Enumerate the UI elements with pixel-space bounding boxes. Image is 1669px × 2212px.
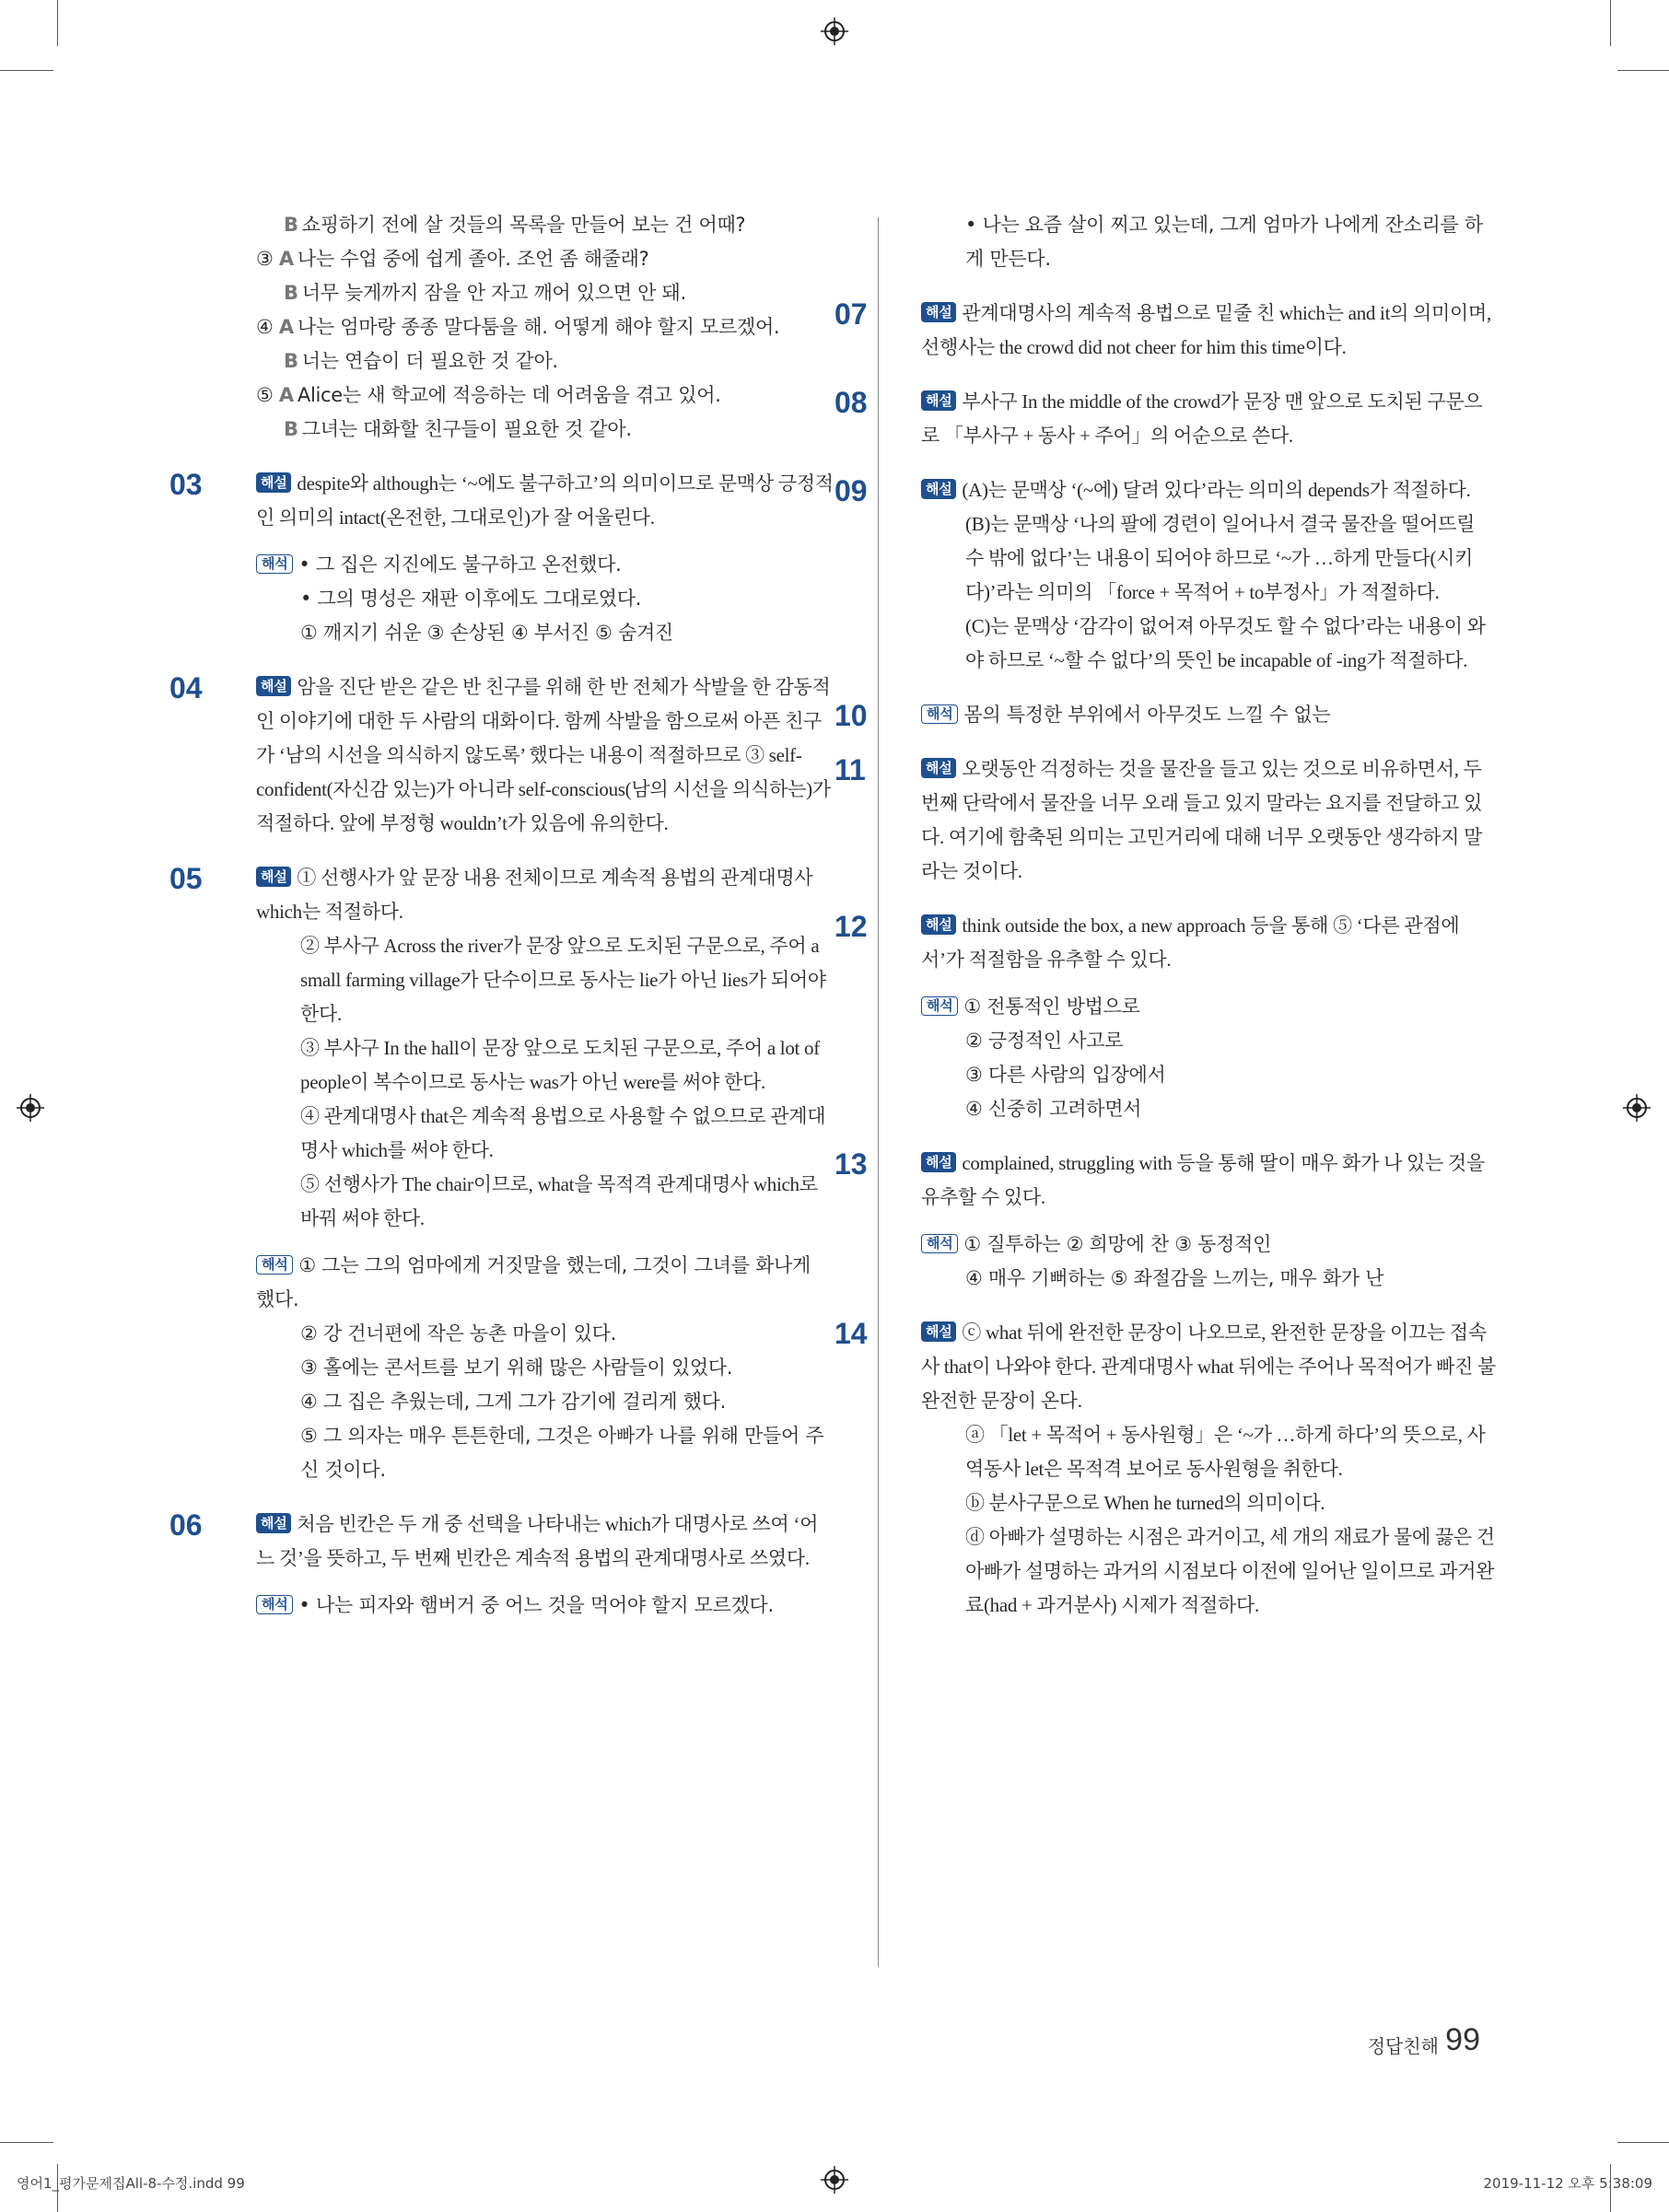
explanation [921, 752, 1497, 889]
crop-mark [1617, 70, 1669, 71]
explanation-text: complained, struggling with 등을 통해 딸이 매우 화가 나 있는 것을 유추할 수 있다. [921, 1152, 1485, 1208]
explanation-badge: 해설 [256, 676, 291, 696]
question-12 [834, 909, 1497, 1126]
dialogue-line [256, 344, 834, 378]
explanation-text: 암을 진단 받은 같은 반 친구를 위해 한 반 전체가 삭발을 한 감동적인 이야기에 대한 두 사람의 대화이다. 함께 삭발을 함으로써 아픈 친구가 ‘남의 시선을 의식하지 않도록’ 했다는 내용이 적절하므로 ③ self-confident(자신감 있는)가 아니라 self-conscious(남의 시선을 의식하는)가 적절하다. 앞에 부정형 wouldn’t가 있음에 유의한다. [256, 676, 831, 834]
explanation-badge: 해설 [256, 867, 291, 887]
dialogue-text: 나는 엄마랑 종종 말다툼을 해. 어떻게 해야 할지 모르겠어. [297, 316, 780, 338]
dialogue-text: 나는 수업 중에 쉽게 졸아. 조언 좀 해줄래? [297, 248, 649, 270]
dialogue-line [256, 276, 834, 310]
registration-mark-icon [1623, 1094, 1651, 1122]
crop-mark [0, 2142, 53, 2143]
translation-badge: 해석 [921, 704, 958, 724]
explanation-paragraph: (C)는 문맥상 ‘감각이 없어져 아무것도 할 수 없다’라는 내용이 와야 하므로 ‘~할 수 없다’의 뜻인 be incapable of -ing가 적절하다. [965, 615, 1486, 671]
explanation-text: (A)는 문맥상 ‘(~에) 달려 있다’라는 의미의 depends가 적절하다. [962, 479, 1471, 501]
translation-badge: 해석 [921, 1234, 958, 1253]
translation-text: • 나는 피자와 햄버거 중 어느 것을 먹어야 할지 모르겠다. [298, 1594, 774, 1616]
question-13 [834, 1147, 1497, 1296]
translation-line: ④ 신중히 고려하면서 [965, 1098, 1142, 1120]
translation-text: ① 질투하는 ② 희망에 찬 ③ 동정적인 [963, 1233, 1272, 1255]
explanation-item: ④ 관계대명사 that은 계속적 용법으로 사용할 수 없으므로 관계대명사 which를 써야 한다. [300, 1105, 826, 1161]
footer-label: 정답친해 [1367, 2035, 1439, 2057]
choice-number: ⑤ [256, 384, 274, 406]
translation-line: • 그의 명성은 재판 이후에도 그대로였다. [300, 588, 642, 610]
translation-text: ① 전통적인 방법으로 [963, 995, 1140, 1018]
explanation [921, 297, 1497, 365]
translation [256, 1589, 834, 1623]
question-number: 14 [834, 1317, 868, 1350]
crop-mark [1617, 2142, 1669, 2143]
right-column [834, 208, 1497, 1643]
explanation [921, 1316, 1497, 1418]
explanation-text: 부사구 In the middle of the crowd가 문장 맨 앞으로 도치된 구문으로 「부사구 + 동사 + 주어」의 어순으로 쓴다. [921, 390, 1483, 447]
explanation-text: ① 선행사가 앞 문장 내용 전체이므로 계속적 용법의 관계대명사 which는 적절하다. [256, 867, 813, 923]
dialogue-line [256, 378, 834, 413]
speaker-label: A [278, 248, 294, 270]
registration-mark-icon [821, 2166, 848, 2194]
translation-line: ④ 매우 기뻐하는 ⑤ 좌절감을 느끼는, 매우 화가 난 [965, 1267, 1384, 1289]
translation-badge: 해석 [256, 554, 293, 574]
speaker-label: B [284, 418, 298, 440]
choice-translations: ① 깨지기 쉬운 ③ 손상된 ④ 부서진 ⑤ 숨겨진 [300, 622, 673, 644]
explanation-item: ⑤ 선행사가 The chair이므로, what을 목적격 관계대명사 which로 바꿔 써야 한다. [300, 1173, 818, 1229]
explanation-text: 처음 빈칸은 두 개 중 선택을 나타내는 which가 대명사로 쓰여 ‘어느 것’을 뜻하고, 두 번째 빈칸은 계속적 용법의 관계대명사로 쓰였다. [256, 1513, 819, 1569]
explanation-badge: 해설 [256, 472, 291, 493]
question-09 [834, 473, 1497, 678]
q02-continuation [256, 208, 834, 447]
speaker-label: A [278, 384, 294, 406]
left-column [169, 208, 834, 1643]
explanation [256, 467, 834, 535]
choice-number: ④ [256, 316, 274, 338]
registration-mark-icon [821, 17, 848, 45]
question-10 [834, 698, 1497, 732]
dialogue-text: 그녀는 대화할 친구들이 필요한 것 같아. [301, 418, 632, 440]
question-number: 07 [834, 297, 868, 331]
question-11 [834, 752, 1497, 889]
translation-badge: 해석 [921, 996, 958, 1016]
crop-mark [1610, 0, 1611, 46]
explanation-badge: 해설 [921, 1152, 956, 1172]
speaker-label: B [284, 350, 298, 372]
translation-text: ① 그는 그의 엄마에게 거짓말을 했는데, 그것이 그녀를 화나게 했다. [256, 1254, 811, 1310]
question-04 [169, 670, 834, 841]
page-number: 99 [1445, 2022, 1480, 2057]
translation-badge: 해석 [256, 1595, 293, 1614]
explanation-text: 관계대명사의 계속적 용법으로 밑줄 친 which는 and it의 의미이며, 선행사는 the crowd did not cheer for him this time이다. [921, 302, 1491, 358]
explanation-badge: 해설 [256, 1513, 291, 1533]
explanation [921, 385, 1497, 453]
print-slug-timestamp: 2019-11-12 오후 5:38:09 [1483, 2175, 1652, 2192]
question-number: 11 [834, 753, 866, 786]
translation [921, 1228, 1497, 1262]
question-06 [169, 1508, 834, 1623]
question-number: 10 [834, 699, 868, 732]
explanation-badge: 해설 [921, 302, 956, 322]
explanation [921, 473, 1497, 507]
explanation [921, 1147, 1497, 1215]
translation-text: • 그 집은 지진에도 불구하고 온전했다. [298, 553, 622, 576]
translation-line: ② 강 건너편에 작은 농촌 마을이 있다. [300, 1322, 616, 1345]
explanation-item: ⓓ 아빠가 설명하는 시점은 과거이고, 세 개의 재료가 물에 끓은 건 아빠가 설명하는 과거의 시점보다 이전에 일어난 일이므로 과거완료(had + 과거분사) 시제가 적절하다. [965, 1526, 1495, 1616]
explanation-text: ⓒ what 뒤에 완전한 문장이 나오므로, 완전한 문장을 이끄는 접속사 that이 나와야 한다. 관계대명사 what 뒤에는 주어나 목적어가 빠진 불완전한 문장이 온다. [921, 1321, 1497, 1412]
translation-line: ③ 다른 사람의 입장에서 [965, 1064, 1166, 1086]
explanation-badge: 해설 [921, 758, 956, 778]
explanation-item: ③ 부사구 In the hall이 문장 앞으로 도치된 구문으로, 주어 a lot of people이 복수이므로 동사는 was가 아닌 were를 써야 한다. [300, 1037, 820, 1093]
question-14 [834, 1316, 1497, 1623]
question-number: 06 [169, 1508, 203, 1542]
print-slug-filename: 영어1_평가문제집All-8-수정.indd 99 [17, 2175, 245, 2192]
translation-line: • 나는 요즘 살이 찌고 있는데, 그게 엄마가 나에게 잔소리를 하게 만든다. [965, 214, 1483, 270]
translation [256, 548, 834, 582]
explanation-item: ② 부사구 Across the river가 문장 앞으로 도치된 구문으로, 주어 a small farming village가 단수이므로 동사는 lie가 아닌 lies가 되어야 한다. [300, 935, 826, 1025]
question-number: 03 [169, 468, 203, 501]
translation-text: 몸의 특정한 부위에서 아무것도 느낄 수 없는 [963, 704, 1331, 726]
speaker-label: A [278, 316, 294, 338]
dialogue-text: 너는 연습이 더 필요한 것 같아. [301, 350, 558, 372]
question-number: 08 [834, 386, 868, 419]
translation [256, 1249, 834, 1317]
question-number: 04 [169, 671, 203, 704]
explanation-badge: 해설 [921, 1321, 956, 1342]
explanation-badge: 해설 [921, 390, 956, 411]
dialogue-text: 너무 늦게까지 잠을 안 자고 깨어 있으면 안 돼. [301, 282, 686, 304]
translation-line: ④ 그 집은 추웠는데, 그게 그가 감기에 걸리게 했다. [300, 1391, 727, 1413]
translation-line: ③ 홀에는 콘서트를 보기 위해 많은 사람들이 있었다. [300, 1356, 733, 1379]
explanation [921, 909, 1497, 977]
dialogue-text: 쇼핑하기 전에 살 것들의 목록을 만들어 보는 건 어때? [301, 214, 746, 236]
dialogue-line [256, 242, 834, 276]
explanation-text: despite와 although는 ‘~에도 불구하고’의 의미이므로 문맥상 긍정적인 의미의 intact(온전한, 그대로인)가 잘 어울린다. [256, 472, 834, 529]
question-07 [834, 297, 1497, 365]
explanation-paragraph: (B)는 문맥상 ‘나의 팔에 경련이 일어나서 결국 물잔을 떨어뜨릴 수 밖에 없다’는 내용이 되어야 하므로 ‘~가 …하게 만들다(시키다)’라는 의미의 「force + 목적어 + to부정사」가 적절하다. [965, 513, 1476, 603]
dialogue-line [256, 310, 834, 344]
explanation-item: ⓑ 분사구문으로 When he turned의 의미이다. [965, 1492, 1325, 1514]
explanation-item: ⓐ 「let + 목적어 + 동사원형」은 ‘~가 …하게 하다’의 뜻으로, 사역동사 let은 목적격 보어로 동사원형을 취한다. [965, 1424, 1486, 1480]
question-number: 05 [169, 862, 203, 895]
explanation [256, 1508, 834, 1576]
translation-line: ② 긍정적인 사고로 [965, 1030, 1124, 1052]
explanation-item [256, 861, 834, 929]
translation [921, 990, 1497, 1024]
explanation-text: 오랫동안 걱정하는 것을 물잔을 들고 있는 것으로 비유하면서, 두 번째 단락에서 물잔을 너무 오래 들고 있지 말라는 요지를 전달하고 있다. 여기에 함축된 의미는 고민거리에 대해 너무 오랫동안 생각하지 말라는 것이다. [921, 758, 1483, 882]
choice-number: ③ [256, 248, 274, 270]
question-05 [169, 861, 834, 1487]
question-number: 12 [834, 910, 868, 943]
speaker-label: B [284, 282, 298, 304]
question-number: 09 [834, 474, 868, 507]
dialogue-text: Alice는 새 학교에 적응하는 데 어려움을 겪고 있어. [297, 384, 721, 406]
translation-badge: 해석 [256, 1255, 293, 1275]
explanation-text: think outside the box, a new approach 등을 통해 ⑤ ‘다른 관점에서’가 적절함을 유추할 수 있다. [921, 914, 1460, 971]
question-03 [169, 467, 834, 650]
registration-mark-icon [17, 1094, 44, 1122]
crop-mark [0, 70, 53, 71]
translation [921, 698, 1497, 732]
q06-continuation [921, 208, 1497, 276]
question-08 [834, 385, 1497, 453]
question-number: 13 [834, 1147, 868, 1181]
crop-mark [57, 0, 58, 46]
explanation [256, 670, 834, 841]
explanation-badge: 해설 [921, 914, 956, 935]
dialogue-line [256, 208, 834, 242]
translation-line: ⑤ 그 의자는 매우 튼튼한데, 그것은 아빠가 나를 위해 만들어 주신 것이다. [300, 1425, 824, 1481]
speaker-label: B [284, 214, 298, 236]
explanation-badge: 해설 [921, 479, 956, 499]
dialogue-line [256, 413, 834, 447]
